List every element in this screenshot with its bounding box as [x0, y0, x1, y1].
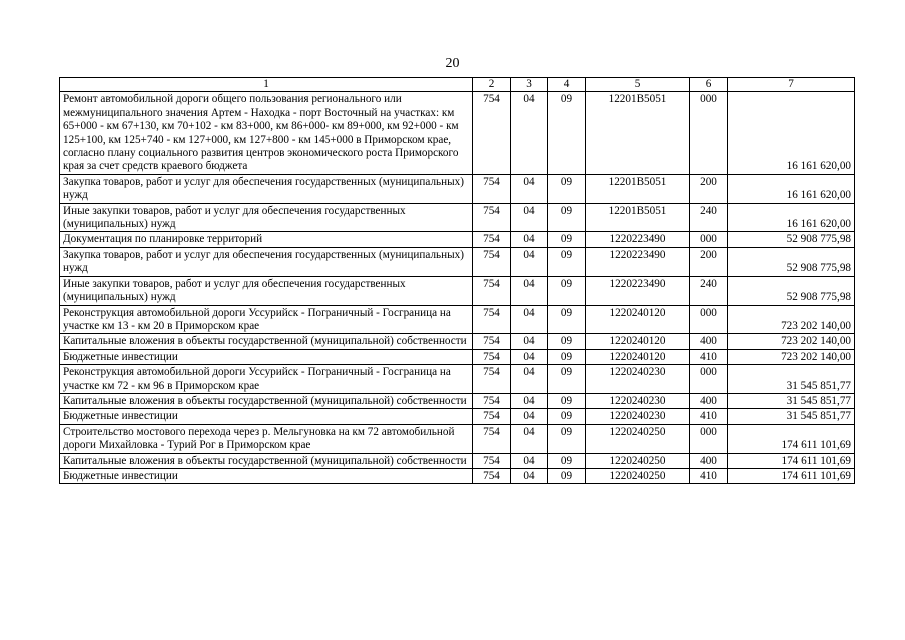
row-code-col4: 09: [548, 247, 586, 276]
row-code-col6: 000: [690, 305, 728, 334]
row-code-col4: 09: [548, 409, 586, 424]
row-name: Капитальные вложения в объекты государственной (муниципальной) собственности: [60, 334, 473, 349]
row-code-col4: 09: [548, 276, 586, 305]
row-code-col3: 04: [511, 453, 548, 468]
row-amount: 174 611 101,69: [728, 468, 855, 483]
row-amount: 52 908 775,98: [728, 232, 855, 247]
row-code-col3: 04: [511, 247, 548, 276]
row-code-col5: 1220223490: [586, 247, 690, 276]
row-code-col2: 754: [473, 349, 511, 364]
row-amount: 52 908 775,98: [728, 247, 855, 276]
row-code-col3: 04: [511, 393, 548, 408]
row-code-col5: 1220240250: [586, 453, 690, 468]
table-row: [60, 365, 855, 394]
table-row: [60, 203, 855, 232]
column-header: 5: [586, 78, 690, 92]
row-code-col3: 04: [511, 305, 548, 334]
table-row: [60, 424, 855, 453]
row-code-col4: 09: [548, 232, 586, 247]
row-code-col6: 200: [690, 174, 728, 203]
row-code-col6: 000: [690, 232, 728, 247]
row-name: Иные закупки товаров, работ и услуг для обеспечения государственных (муниципальных) нужд: [60, 203, 473, 232]
row-code-col2: 754: [473, 92, 511, 174]
row-code-col3: 04: [511, 468, 548, 483]
row-code-col5: 12201B5051: [586, 174, 690, 203]
table-row: [60, 247, 855, 276]
row-name: Бюджетные инвестиции: [60, 409, 473, 424]
row-code-col3: 04: [511, 92, 548, 174]
row-name: Реконструкция автомобильной дороги Уссурийск - Пограничный - Госграница на участке км 13 - км 20 в Приморском крае: [60, 305, 473, 334]
row-code-col3: 04: [511, 174, 548, 203]
row-code-col5: 12201B5051: [586, 92, 690, 174]
row-code-col5: 1220240250: [586, 468, 690, 483]
row-code-col6: 410: [690, 409, 728, 424]
table-row: [60, 349, 855, 364]
row-code-col5: 1220240250: [586, 424, 690, 453]
row-code-col6: 410: [690, 468, 728, 483]
row-code-col2: 754: [473, 393, 511, 408]
row-code-col6: 200: [690, 247, 728, 276]
row-code-col5: 1220240230: [586, 365, 690, 394]
row-code-col6: 000: [690, 92, 728, 174]
row-name: Бюджетные инвестиции: [60, 468, 473, 483]
row-name: Бюджетные инвестиции: [60, 349, 473, 364]
column-header: 2: [473, 78, 511, 92]
header-row: [60, 78, 855, 92]
row-code-col3: 04: [511, 409, 548, 424]
row-code-col2: 754: [473, 276, 511, 305]
row-code-col6: 240: [690, 276, 728, 305]
row-code-col3: 04: [511, 203, 548, 232]
table-row: [60, 276, 855, 305]
table-row: [60, 92, 855, 174]
table-row: [60, 393, 855, 408]
row-code-col5: 1220223490: [586, 232, 690, 247]
row-code-col4: 09: [548, 393, 586, 408]
row-code-col3: 04: [511, 276, 548, 305]
row-name: Закупка товаров, работ и услуг для обеспечения государственных (муниципальных) нужд: [60, 247, 473, 276]
row-code-col2: 754: [473, 232, 511, 247]
row-code-col6: 000: [690, 424, 728, 453]
row-amount: 723 202 140,00: [728, 334, 855, 349]
row-name: Капитальные вложения в объекты государственной (муниципальной) собственности: [60, 393, 473, 408]
row-amount: 174 611 101,69: [728, 453, 855, 468]
row-code-col4: 09: [548, 334, 586, 349]
budget-table: [59, 77, 855, 484]
row-amount: 723 202 140,00: [728, 305, 855, 334]
row-code-col6: 000: [690, 365, 728, 394]
row-code-col3: 04: [511, 365, 548, 394]
table-body: [60, 92, 855, 484]
page-number: 20: [445, 56, 460, 71]
row-code-col6: 240: [690, 203, 728, 232]
row-code-col2: 754: [473, 174, 511, 203]
row-code-col4: 09: [548, 203, 586, 232]
row-code-col6: 400: [690, 334, 728, 349]
row-code-col4: 09: [548, 305, 586, 334]
row-amount: 174 611 101,69: [728, 424, 855, 453]
row-name: Ремонт автомобильной дороги общего пользования регионального или межмуниципального значения Артем - Находка - порт Восточный на участках: км 65+000 - км 67+130, км 70+102 - км 83+000, км 86+000- км 89+000, км 92+000 - км 125+100, км 125+740 - км 127+000, км 127+800 - км 145+000 в Приморском крае, согласно плану социального развития центров экономического роста Приморского края за счет средств краевого бюджета: [60, 92, 473, 174]
row-code-col6: 400: [690, 393, 728, 408]
table-row: [60, 409, 855, 424]
row-code-col2: 754: [473, 305, 511, 334]
row-amount: 31 545 851,77: [728, 365, 855, 394]
row-code-col5: 12201B5051: [586, 203, 690, 232]
row-code-col5: 1220240120: [586, 305, 690, 334]
row-amount: 31 545 851,77: [728, 393, 855, 408]
row-code-col5: 1220240120: [586, 349, 690, 364]
column-header: 1: [60, 78, 473, 92]
row-code-col4: 09: [548, 349, 586, 364]
row-code-col2: 754: [473, 409, 511, 424]
table-row: [60, 305, 855, 334]
row-name: Закупка товаров, работ и услуг для обеспечения государственных (муниципальных) нужд: [60, 174, 473, 203]
row-amount: 31 545 851,77: [728, 409, 855, 424]
row-code-col3: 04: [511, 334, 548, 349]
table-row: [60, 453, 855, 468]
column-header: 6: [690, 78, 728, 92]
row-name: Реконструкция автомобильной дороги Уссурийск - Пограничный - Госграница на участке км 72 - км 96 в Приморском крае: [60, 365, 473, 394]
table-row: [60, 468, 855, 483]
row-code-col2: 754: [473, 247, 511, 276]
row-code-col3: 04: [511, 232, 548, 247]
row-amount: 52 908 775,98: [728, 276, 855, 305]
row-code-col4: 09: [548, 424, 586, 453]
row-code-col4: 09: [548, 453, 586, 468]
row-code-col4: 09: [548, 92, 586, 174]
row-code-col5: 1220240230: [586, 409, 690, 424]
row-code-col2: 754: [473, 334, 511, 349]
row-name: Документация по планировке территорий: [60, 232, 473, 247]
row-code-col3: 04: [511, 424, 548, 453]
row-code-col4: 09: [548, 174, 586, 203]
row-code-col2: 754: [473, 424, 511, 453]
column-header: 3: [511, 78, 548, 92]
table-row: [60, 334, 855, 349]
row-code-col5: 1220240230: [586, 393, 690, 408]
row-name: Иные закупки товаров, работ и услуг для обеспечения государственных (муниципальных) нужд: [60, 276, 473, 305]
row-name: Строительство мостового перехода через р. Мельгуновка на км 72 автомобильной дороги Михайловка - Турий Рог в Приморском крае: [60, 424, 473, 453]
row-amount: 16 161 620,00: [728, 174, 855, 203]
row-amount: 16 161 620,00: [728, 203, 855, 232]
row-code-col6: 410: [690, 349, 728, 364]
row-name: Капитальные вложения в объекты государственной (муниципальной) собственности: [60, 453, 473, 468]
row-code-col2: 754: [473, 468, 511, 483]
column-header: 7: [728, 78, 855, 92]
row-code-col6: 400: [690, 453, 728, 468]
row-code-col3: 04: [511, 349, 548, 364]
row-amount: 723 202 140,00: [728, 349, 855, 364]
row-code-col2: 754: [473, 453, 511, 468]
row-code-col2: 754: [473, 203, 511, 232]
row-code-col5: 1220223490: [586, 276, 690, 305]
row-amount: 16 161 620,00: [728, 92, 855, 174]
table-row: [60, 232, 855, 247]
table-row: [60, 174, 855, 203]
row-code-col4: 09: [548, 365, 586, 394]
row-code-col4: 09: [548, 468, 586, 483]
column-header: 4: [548, 78, 586, 92]
row-code-col5: 1220240120: [586, 334, 690, 349]
row-code-col2: 754: [473, 365, 511, 394]
